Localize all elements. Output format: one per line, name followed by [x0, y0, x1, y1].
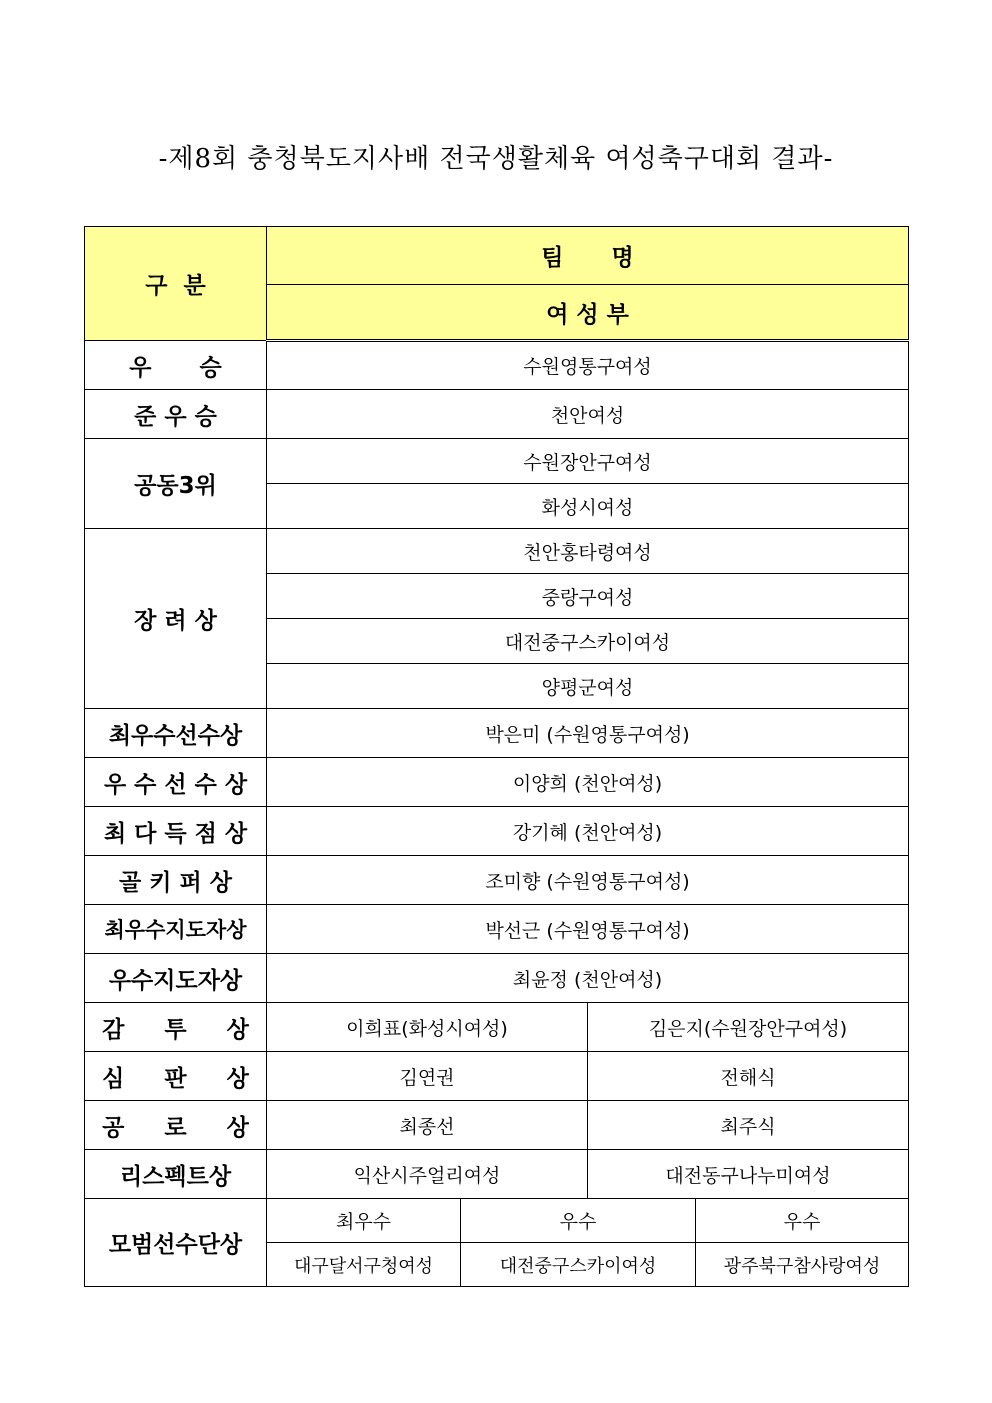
table-row	[85, 758, 909, 807]
header-team-name: 팀 명	[267, 227, 909, 285]
table-row	[85, 390, 909, 439]
winner-cell: 박선근 (수원영통구여성)	[267, 905, 909, 954]
team-cell: 천안홍타령여성	[267, 529, 909, 574]
winner-cell: 박은미 (수원영통구여성)	[267, 709, 909, 758]
table-row	[85, 1199, 909, 1243]
winner-cell: 최윤정 (천안여성)	[267, 954, 909, 1003]
table-row	[85, 341, 909, 390]
table-row	[85, 905, 909, 954]
team-cell: 화성시여성	[267, 484, 909, 529]
winner-cell: 강기혜 (천안여성)	[267, 807, 909, 856]
category-cell: 공 로 상	[85, 1101, 267, 1150]
category-cell: 최우수지도자상	[85, 905, 267, 954]
table-row	[85, 1150, 909, 1199]
grade-cell: 우수	[696, 1199, 909, 1243]
table-row	[85, 1003, 909, 1052]
winner-left-cell: 익산시주얼리여성	[267, 1150, 588, 1199]
grade-cell: 최우수	[267, 1199, 461, 1243]
winner-left-cell: 이희표(화성시여성)	[267, 1003, 588, 1052]
category-cell: 심 판 상	[85, 1052, 267, 1101]
category-cell: 우 수 선 수 상	[85, 758, 267, 807]
team-cell: 대구달서구청여성	[267, 1243, 461, 1287]
table-row	[85, 954, 909, 1003]
page-title: -제8회 충청북도지사배 전국생활체육 여성축구대회 결과-	[158, 144, 834, 174]
winner-right-cell: 대전동구나누미여성	[588, 1150, 909, 1199]
winner-left-cell: 최종선	[267, 1101, 588, 1150]
header-category: 구 분	[85, 227, 267, 341]
table-row	[85, 807, 909, 856]
table-row	[85, 709, 909, 758]
category-cell: 골 키 퍼 상	[85, 856, 267, 905]
category-cell: 최 다 득 점 상	[85, 807, 267, 856]
winner-cell: 이양희 (천안여성)	[267, 758, 909, 807]
table-row	[85, 1101, 909, 1150]
category-cell: 장 려 상	[85, 529, 267, 709]
team-cell: 광주북구참사랑여성	[696, 1243, 909, 1287]
table-row	[85, 856, 909, 905]
winner-left-cell: 김연권	[267, 1052, 588, 1101]
winner-right-cell: 김은지(수원장안구여성)	[588, 1003, 909, 1052]
team-cell: 수원장안구여성	[267, 439, 909, 484]
team-cell: 천안여성	[267, 390, 909, 439]
team-cell: 중랑구여성	[267, 574, 909, 619]
category-cell: 우수지도자상	[85, 954, 267, 1003]
results-table	[84, 226, 909, 1287]
table-row	[85, 439, 909, 484]
team-cell: 대전중구스카이여성	[267, 619, 909, 664]
category-cell: 리스펙트상	[85, 1150, 267, 1199]
category-cell: 모범선수단상	[85, 1199, 267, 1287]
category-cell: 준 우 승	[85, 390, 267, 439]
category-cell: 최우수선수상	[85, 709, 267, 758]
table-row	[85, 529, 909, 574]
category-cell: 우 승	[85, 341, 267, 390]
winner-cell: 조미향 (수원영통구여성)	[267, 856, 909, 905]
category-cell: 감 투 상	[85, 1003, 267, 1052]
team-cell: 양평군여성	[267, 664, 909, 709]
category-cell: 공동3위	[85, 439, 267, 529]
header-division: 여 성 부	[267, 285, 909, 341]
winner-right-cell: 최주식	[588, 1101, 909, 1150]
team-cell: 대전중구스카이여성	[461, 1243, 696, 1287]
team-cell: 수원영통구여성	[267, 341, 909, 390]
winner-right-cell: 전해식	[588, 1052, 909, 1101]
grade-cell: 우수	[461, 1199, 696, 1243]
table-row	[85, 1052, 909, 1101]
